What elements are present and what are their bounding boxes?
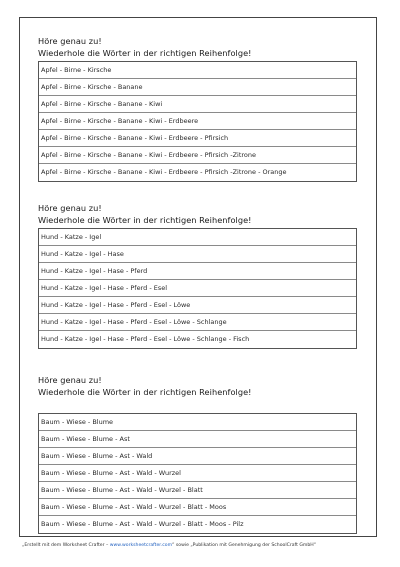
exercise-section-animals — [38, 203, 357, 349]
word-sequence-row: Baum - Wiese - Blume - Ast - Wald - Wurzel - Blatt - Moos - Pilz — [41, 520, 244, 528]
word-sequence-row: Apfel - Birne - Kirsche — [39, 62, 356, 79]
instruction-listen: Höre genau zu! — [38, 375, 102, 385]
word-sequence-table — [38, 413, 357, 534]
word-sequence-row: Baum - Wiese - Blume — [39, 414, 356, 431]
word-sequence-row: Baum - Wiese - Blume - Ast — [39, 431, 356, 448]
word-sequence-row: Apfel - Birne - Kirsche - Banane - Kiwi - Erdbeere - Pfirsich -Zitrone — [39, 147, 356, 164]
exercise-section-nature — [38, 375, 357, 534]
word-sequence-table — [38, 61, 357, 182]
worksheet-page — [19, 17, 377, 537]
footer-prefix: „Erstellt mit dem Worksheet Crafter – — [22, 543, 110, 548]
instruction-listen: Höre genau zu! — [38, 203, 102, 213]
word-sequence-row: Apfel - Birne - Kirsche - Banane - Kiwi - Erdbeere - Pfirsich — [39, 130, 356, 147]
word-sequence-row: Baum - Wiese - Blume - Ast - Wald - Wurzel - Blatt - Moos — [39, 499, 356, 516]
word-sequence-row: Hund - Katze - Igel - Hase - Pferd - Esel — [39, 280, 356, 297]
word-sequence-row: Apfel - Birne - Kirsche - Banane - Kiwi - Erdbeere — [39, 113, 356, 130]
word-sequence-row: Baum - Wiese - Blume - Ast - Wald - Wurzel — [39, 465, 356, 482]
instruction-repeat: Wiederhole die Wörter in der richtigen Reihenfolge! — [38, 47, 252, 58]
word-sequence-row: Hund - Katze - Igel - Hase — [39, 246, 356, 263]
word-sequence-row: Hund - Katze - Igel - Hase - Pferd - Esel - Löwe - Schlange - Fisch — [41, 335, 250, 343]
word-sequence-row: Baum - Wiese - Blume - Ast - Wald - Wurzel - Blatt — [39, 482, 356, 499]
word-sequence-row: Hund - Katze - Igel — [39, 229, 356, 246]
footer-suffix: “ sowie „Publikation mit Genehmigung der SchoolCraft GmbH“ — [172, 543, 316, 548]
word-sequence-row: Baum - Wiese - Blume - Ast - Wald — [39, 448, 356, 465]
footer-credit — [22, 543, 382, 549]
word-sequence-row: Apfel - Birne - Kirsche - Banane — [39, 79, 356, 96]
word-sequence-row: Hund - Katze - Igel - Hase - Pferd — [39, 263, 356, 280]
word-sequence-row: Apfel - Birne - Kirsche - Banane - Kiwi — [39, 96, 356, 113]
exercise-section-fruits — [38, 36, 357, 182]
word-sequence-row: Apfel - Birne - Kirsche - Banane - Kiwi - Erdbeere - Pfirsich -Zitrone - Orange — [41, 168, 287, 176]
footer-link[interactable]: www.worksheetcrafter.com — [109, 543, 173, 548]
word-sequence-table — [38, 228, 357, 349]
word-sequence-row: Hund - Katze - Igel - Hase - Pferd - Esel - Löwe - Schlange — [39, 314, 356, 331]
instruction-repeat: Wiederhole die Wörter in der richtigen Reihenfolge! — [38, 386, 252, 397]
instruction-listen: Höre genau zu! — [38, 36, 102, 46]
instruction-repeat: Wiederhole die Wörter in der richtigen Reihenfolge! — [38, 214, 252, 225]
word-sequence-row: Hund - Katze - Igel - Hase - Pferd - Esel - Löwe — [39, 297, 356, 314]
